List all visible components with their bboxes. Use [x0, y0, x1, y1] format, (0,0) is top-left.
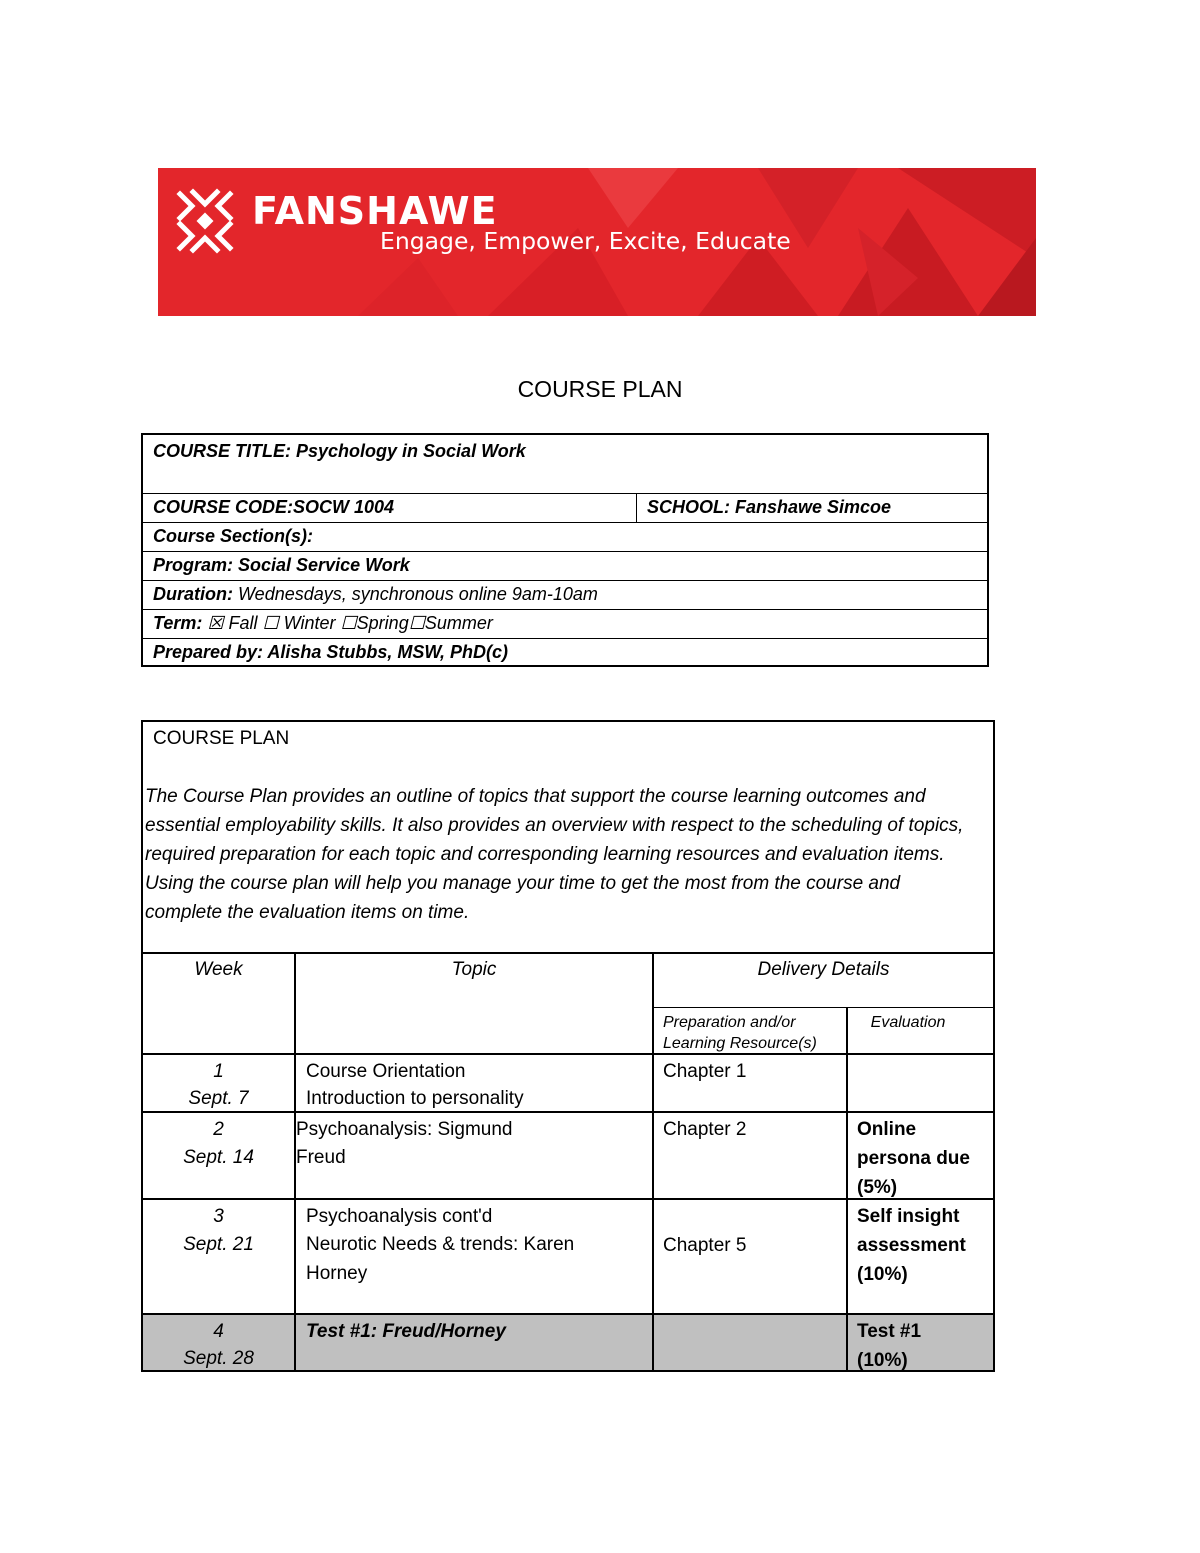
header-topic: Topic	[451, 959, 497, 980]
document-title: COURSE PLAN	[517, 376, 683, 402]
topic-line: Freud	[296, 1147, 346, 1168]
header-banner	[158, 168, 1036, 316]
course-title-value: Psychology in Social Work	[296, 441, 526, 461]
term-spring-checkbox[interactable]: ☐Spring	[340, 613, 409, 633]
course-section-row	[143, 522, 987, 552]
week-number: 3	[213, 1206, 224, 1227]
week-number: 1	[213, 1061, 224, 1082]
topic-line: Introduction to personality	[306, 1088, 524, 1109]
evaluation-cell: Self insight assessment (10%)	[857, 1206, 966, 1285]
program: Program: Social Service Work	[153, 555, 410, 575]
course-code-row	[143, 493, 987, 523]
prepared-by-row	[143, 638, 987, 667]
course-title-row	[143, 435, 987, 494]
prepared-by: Prepared by: Alisha Stubbs, MSW, PhD(c)	[153, 642, 509, 662]
header-evaluation: Evaluation	[870, 1014, 946, 1031]
term-winter-checkbox[interactable]: ☐ Winter	[262, 613, 336, 633]
topic-line: Psychoanalysis cont'd	[306, 1206, 493, 1227]
topic-line: Neurotic Needs & trends: Karen	[306, 1234, 575, 1255]
school: SCHOOL: Fanshawe Simcoe	[647, 497, 892, 517]
preparation-cell: Chapter 1	[663, 1061, 747, 1082]
topic-line: Horney	[306, 1263, 368, 1284]
topic-line: Psychoanalysis: Sigmund	[296, 1119, 513, 1140]
program-row	[143, 551, 987, 581]
topic-line: Course Orientation	[306, 1061, 466, 1082]
brand-tagline: Engage, Empower, Excite, Educate	[380, 227, 791, 255]
header-preparation: Preparation and/or Learning Resource(s)	[663, 1014, 817, 1052]
course-plan-table	[141, 720, 995, 1372]
term-fall-checkbox[interactable]: ☒ Fall	[207, 613, 258, 633]
week-number: 4	[213, 1321, 224, 1342]
week-number: 2	[213, 1119, 224, 1140]
week-date: Sept. 14	[183, 1147, 254, 1168]
course-plan-label: COURSE PLAN	[153, 728, 290, 749]
preparation-cell: Chapter 2	[663, 1119, 747, 1140]
header-week: Week	[194, 959, 243, 980]
header-delivery-details: Delivery Details	[757, 959, 890, 980]
course-plan-description: The Course Plan provides an outline of topics that support the course learning outcomes and essential employability skills. It also provides an overview with respect to the scheduling of topics, required preparation for each topic and corresponding learning resources and evaluation items. Using the course plan will help you manage your time to get the most from the course and complete the evaluation items on time.	[145, 786, 964, 923]
duration-label: Duration:	[153, 584, 233, 604]
week-date: Sept. 21	[183, 1234, 254, 1255]
term-row	[143, 609, 987, 639]
course-code: COURSE CODE:SOCW 1004	[143, 493, 637, 522]
week-date: Sept. 7	[188, 1088, 249, 1109]
course-info-table	[141, 433, 989, 667]
evaluation-cell: Test #1 (10%)	[857, 1321, 922, 1371]
week-date: Sept. 28	[183, 1348, 254, 1369]
course-section: Course Section(s):	[153, 526, 314, 546]
topic-line: Test #1: Freud/Horney	[306, 1321, 506, 1342]
evaluation-cell: Online persona due (5%)	[857, 1119, 970, 1198]
duration-row	[143, 580, 987, 610]
duration-value: Wednesdays, synchronous online 9am-10am	[238, 584, 598, 604]
term-summer-checkbox[interactable]: ☐Summer	[408, 613, 493, 633]
course-title-label: COURSE TITLE:	[153, 441, 291, 461]
course-plan-header	[143, 722, 993, 954]
term-label: Term:	[153, 613, 203, 633]
preparation-cell: Chapter 5	[663, 1235, 747, 1256]
fanshawe-star-logo-icon	[172, 188, 238, 254]
brand-name: FANSHAWE	[252, 189, 498, 233]
